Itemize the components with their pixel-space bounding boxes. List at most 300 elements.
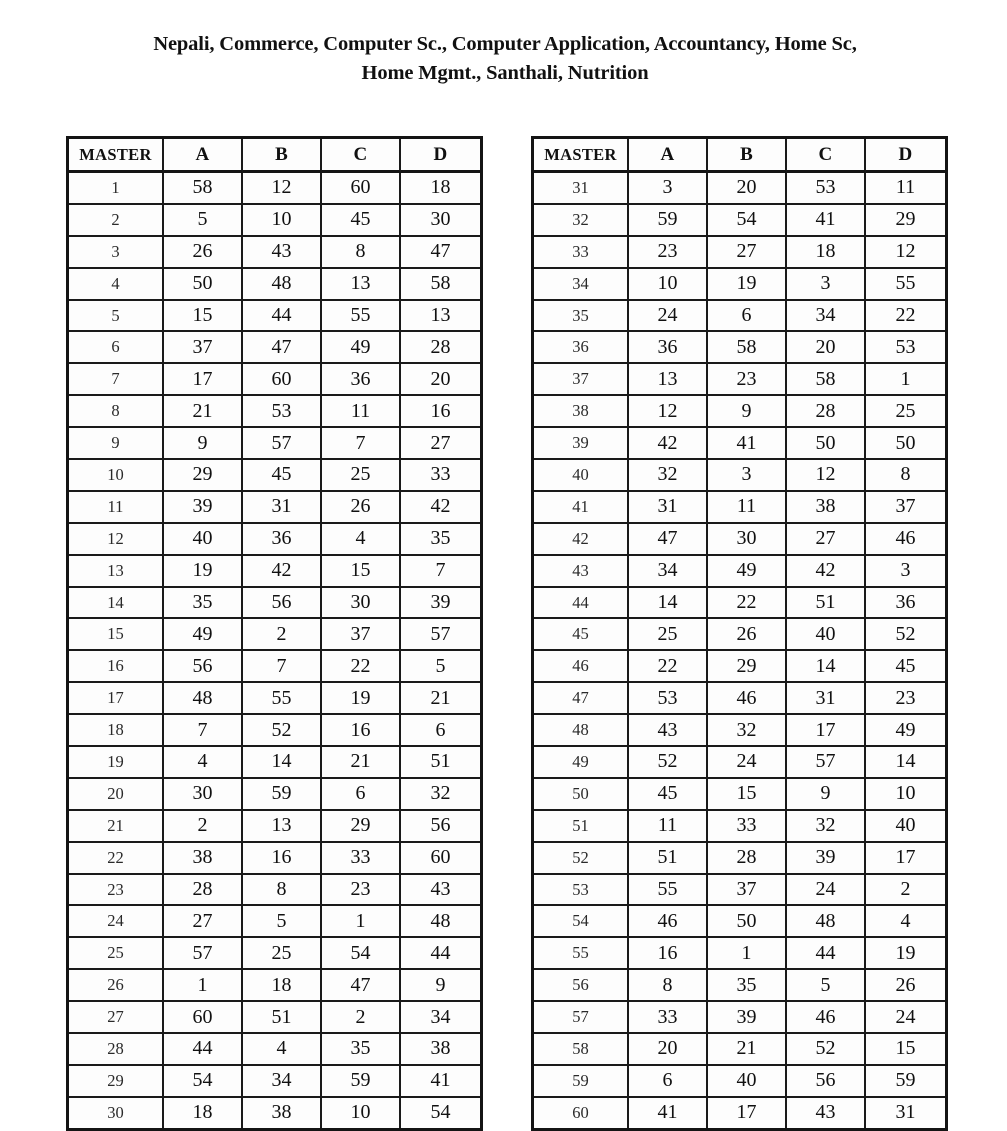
- value-cell-c: 55: [322, 301, 401, 333]
- value-cell-a: 33: [629, 1002, 708, 1034]
- value-cell-a: 4: [164, 747, 243, 779]
- value-cell-a: 36: [629, 332, 708, 364]
- value-cell-b: 54: [708, 205, 787, 237]
- value-cell-b: 8: [243, 875, 322, 907]
- table-row: [534, 332, 945, 364]
- value-cell-b: 19: [708, 269, 787, 301]
- master-cell: 38: [534, 396, 629, 428]
- value-cell-d: 41: [401, 1066, 480, 1098]
- value-cell-a: 24: [629, 301, 708, 333]
- value-cell-d: 24: [866, 1002, 945, 1034]
- table-row: [69, 332, 480, 364]
- value-cell-c: 20: [787, 332, 866, 364]
- master-cell: 29: [69, 1066, 164, 1098]
- master-cell: 37: [534, 364, 629, 396]
- table-row: [534, 301, 945, 333]
- value-cell-a: 10: [629, 269, 708, 301]
- table-row: [534, 619, 945, 651]
- value-cell-b: 39: [708, 1002, 787, 1034]
- table-header-row: [69, 139, 480, 173]
- master-cell: 34: [534, 269, 629, 301]
- value-cell-b: 25: [243, 938, 322, 970]
- value-cell-b: 10: [243, 205, 322, 237]
- value-cell-b: 32: [708, 715, 787, 747]
- value-cell-b: 50: [708, 906, 787, 938]
- table-row: [534, 715, 945, 747]
- value-cell-d: 27: [401, 428, 480, 460]
- value-cell-c: 27: [787, 524, 866, 556]
- value-cell-c: 59: [322, 1066, 401, 1098]
- value-cell-b: 44: [243, 301, 322, 333]
- value-cell-d: 52: [866, 619, 945, 651]
- value-cell-d: 10: [866, 779, 945, 811]
- value-cell-b: 14: [243, 747, 322, 779]
- table-row: [534, 1034, 945, 1066]
- value-cell-b: 34: [243, 1066, 322, 1098]
- master-cell: 9: [69, 428, 164, 460]
- table-row: [69, 588, 480, 620]
- value-cell-d: 35: [401, 524, 480, 556]
- table-row: [69, 524, 480, 556]
- value-cell-c: 48: [787, 906, 866, 938]
- value-cell-d: 47: [401, 237, 480, 269]
- table-row: [534, 651, 945, 683]
- table-row: [534, 747, 945, 779]
- value-cell-b: 47: [243, 332, 322, 364]
- table-row: [534, 364, 945, 396]
- value-cell-c: 36: [322, 364, 401, 396]
- value-cell-a: 22: [629, 651, 708, 683]
- right-table-body: [534, 173, 945, 1128]
- table-row: [534, 811, 945, 843]
- value-cell-c: 12: [787, 460, 866, 492]
- table-row: [534, 970, 945, 1002]
- value-cell-a: 37: [164, 332, 243, 364]
- value-cell-c: 16: [322, 715, 401, 747]
- master-cell: 23: [69, 875, 164, 907]
- value-cell-b: 31: [243, 492, 322, 524]
- value-cell-c: 1: [322, 906, 401, 938]
- value-cell-a: 26: [164, 237, 243, 269]
- value-cell-a: 43: [629, 715, 708, 747]
- master-cell: 31: [534, 173, 629, 205]
- master-cell: 1: [69, 173, 164, 205]
- value-cell-d: 31: [866, 1098, 945, 1128]
- value-cell-b: 1: [708, 938, 787, 970]
- value-cell-a: 14: [629, 588, 708, 620]
- master-cell: 30: [69, 1098, 164, 1128]
- value-cell-a: 7: [164, 715, 243, 747]
- value-cell-b: 51: [243, 1002, 322, 1034]
- value-cell-c: 5: [787, 970, 866, 1002]
- table-row: [69, 301, 480, 333]
- table-row: [69, 970, 480, 1002]
- value-cell-d: 8: [866, 460, 945, 492]
- value-cell-a: 12: [629, 396, 708, 428]
- value-cell-d: 7: [401, 556, 480, 588]
- value-cell-b: 29: [708, 651, 787, 683]
- value-cell-a: 40: [164, 524, 243, 556]
- value-cell-a: 29: [164, 460, 243, 492]
- master-cell: 10: [69, 460, 164, 492]
- value-cell-d: 21: [401, 683, 480, 715]
- value-cell-a: 25: [629, 619, 708, 651]
- value-cell-c: 41: [787, 205, 866, 237]
- value-cell-c: 32: [787, 811, 866, 843]
- value-cell-b: 41: [708, 428, 787, 460]
- value-cell-d: 37: [866, 492, 945, 524]
- value-cell-c: 21: [322, 747, 401, 779]
- value-cell-a: 59: [629, 205, 708, 237]
- master-cell: 53: [534, 875, 629, 907]
- table-row: [534, 460, 945, 492]
- value-cell-c: 25: [322, 460, 401, 492]
- value-cell-d: 48: [401, 906, 480, 938]
- value-cell-a: 53: [629, 683, 708, 715]
- value-cell-d: 43: [401, 875, 480, 907]
- value-cell-c: 26: [322, 492, 401, 524]
- page-title-line-1: Nepali, Commerce, Computer Sc., Computer Application, Accountancy, Home Sc,: [153, 33, 857, 55]
- value-cell-b: 35: [708, 970, 787, 1002]
- master-cell: 55: [534, 938, 629, 970]
- master-cell: 40: [534, 460, 629, 492]
- column-header-master: MASTER: [534, 139, 629, 173]
- table-row: [534, 1098, 945, 1128]
- value-cell-a: 52: [629, 747, 708, 779]
- value-cell-a: 58: [164, 173, 243, 205]
- table-row: [69, 364, 480, 396]
- value-cell-c: 29: [322, 811, 401, 843]
- value-cell-a: 51: [629, 843, 708, 875]
- value-cell-a: 19: [164, 556, 243, 588]
- table-row: [69, 556, 480, 588]
- value-cell-c: 6: [322, 779, 401, 811]
- table-row: [69, 747, 480, 779]
- value-cell-a: 5: [164, 205, 243, 237]
- value-cell-d: 9: [401, 970, 480, 1002]
- page-title-line-2: Home Mgmt., Santhali, Nutrition: [361, 62, 649, 84]
- value-cell-a: 50: [164, 269, 243, 301]
- master-cell: 5: [69, 301, 164, 333]
- master-cell: 49: [534, 747, 629, 779]
- value-cell-b: 27: [708, 237, 787, 269]
- master-cell: 11: [69, 492, 164, 524]
- value-cell-d: 16: [401, 396, 480, 428]
- value-cell-d: 44: [401, 938, 480, 970]
- table-row: [69, 683, 480, 715]
- table-row: [69, 938, 480, 970]
- value-cell-c: 56: [787, 1066, 866, 1098]
- value-cell-a: 46: [629, 906, 708, 938]
- master-cell: 21: [69, 811, 164, 843]
- value-cell-b: 60: [243, 364, 322, 396]
- value-cell-d: 2: [866, 875, 945, 907]
- master-cell: 16: [69, 651, 164, 683]
- value-cell-d: 15: [866, 1034, 945, 1066]
- master-cell: 41: [534, 492, 629, 524]
- master-cell: 54: [534, 906, 629, 938]
- table-header-row: [534, 139, 945, 173]
- value-cell-d: 38: [401, 1034, 480, 1066]
- value-cell-a: 28: [164, 875, 243, 907]
- value-cell-c: 40: [787, 619, 866, 651]
- table-row: [69, 779, 480, 811]
- value-cell-d: 22: [866, 301, 945, 333]
- column-header-master: MASTER: [69, 139, 164, 173]
- value-cell-d: 55: [866, 269, 945, 301]
- table-row: [534, 237, 945, 269]
- value-cell-b: 13: [243, 811, 322, 843]
- table-row: [69, 715, 480, 747]
- value-cell-b: 30: [708, 524, 787, 556]
- value-cell-a: 23: [629, 237, 708, 269]
- master-cell: 60: [534, 1098, 629, 1128]
- column-header-a: A: [164, 139, 243, 173]
- value-cell-b: 9: [708, 396, 787, 428]
- table-row: [69, 492, 480, 524]
- value-cell-a: 1: [164, 970, 243, 1002]
- value-cell-c: 18: [787, 237, 866, 269]
- master-cell: 22: [69, 843, 164, 875]
- value-cell-b: 33: [708, 811, 787, 843]
- master-cell: 33: [534, 237, 629, 269]
- value-cell-b: 45: [243, 460, 322, 492]
- value-cell-c: 54: [322, 938, 401, 970]
- value-cell-b: 38: [243, 1098, 322, 1128]
- value-cell-d: 57: [401, 619, 480, 651]
- table-row: [69, 651, 480, 683]
- value-cell-d: 19: [866, 938, 945, 970]
- value-cell-b: 11: [708, 492, 787, 524]
- right-master-table: [531, 136, 948, 1131]
- table-row: [69, 428, 480, 460]
- left-table-head: [69, 139, 480, 173]
- value-cell-a: 20: [629, 1034, 708, 1066]
- table-row: [534, 906, 945, 938]
- master-cell: 50: [534, 779, 629, 811]
- value-cell-c: 53: [787, 173, 866, 205]
- value-cell-d: 36: [866, 588, 945, 620]
- master-cell: 52: [534, 843, 629, 875]
- value-cell-d: 12: [866, 237, 945, 269]
- value-cell-c: 39: [787, 843, 866, 875]
- value-cell-a: 56: [164, 651, 243, 683]
- value-cell-c: 33: [322, 843, 401, 875]
- value-cell-a: 16: [629, 938, 708, 970]
- value-cell-d: 60: [401, 843, 480, 875]
- master-cell: 47: [534, 683, 629, 715]
- value-cell-c: 11: [322, 396, 401, 428]
- table-row: [69, 205, 480, 237]
- value-cell-a: 45: [629, 779, 708, 811]
- value-cell-a: 54: [164, 1066, 243, 1098]
- column-header-d: D: [866, 139, 945, 173]
- table-row: [69, 1066, 480, 1098]
- value-cell-d: 17: [866, 843, 945, 875]
- value-cell-b: 21: [708, 1034, 787, 1066]
- value-cell-a: 49: [164, 619, 243, 651]
- value-cell-a: 55: [629, 875, 708, 907]
- value-cell-d: 11: [866, 173, 945, 205]
- table-row: [69, 1002, 480, 1034]
- value-cell-b: 23: [708, 364, 787, 396]
- value-cell-b: 3: [708, 460, 787, 492]
- value-cell-b: 48: [243, 269, 322, 301]
- master-cell: 48: [534, 715, 629, 747]
- master-cell: 45: [534, 619, 629, 651]
- table-row: [534, 875, 945, 907]
- value-cell-d: 3: [866, 556, 945, 588]
- column-header-c: C: [322, 139, 401, 173]
- left-master-table: [66, 136, 483, 1131]
- value-cell-b: 56: [243, 588, 322, 620]
- value-cell-d: 28: [401, 332, 480, 364]
- table-row: [69, 811, 480, 843]
- value-cell-a: 3: [629, 173, 708, 205]
- value-cell-c: 38: [787, 492, 866, 524]
- table-row: [69, 906, 480, 938]
- value-cell-c: 17: [787, 715, 866, 747]
- master-cell: 43: [534, 556, 629, 588]
- value-cell-c: 34: [787, 301, 866, 333]
- tables-container: [66, 136, 948, 1131]
- master-cell: 57: [534, 1002, 629, 1034]
- value-cell-b: 26: [708, 619, 787, 651]
- table-row: [69, 1098, 480, 1128]
- table-row: [69, 173, 480, 205]
- table-row: [69, 843, 480, 875]
- value-cell-b: 12: [243, 173, 322, 205]
- value-cell-a: 38: [164, 843, 243, 875]
- value-cell-a: 31: [629, 492, 708, 524]
- value-cell-a: 9: [164, 428, 243, 460]
- value-cell-b: 57: [243, 428, 322, 460]
- value-cell-b: 43: [243, 237, 322, 269]
- table-row: [534, 269, 945, 301]
- value-cell-a: 60: [164, 1002, 243, 1034]
- value-cell-b: 58: [708, 332, 787, 364]
- value-cell-b: 18: [243, 970, 322, 1002]
- value-cell-c: 52: [787, 1034, 866, 1066]
- table-row: [534, 1066, 945, 1098]
- value-cell-c: 3: [787, 269, 866, 301]
- value-cell-d: 26: [866, 970, 945, 1002]
- value-cell-d: 59: [866, 1066, 945, 1098]
- value-cell-b: 17: [708, 1098, 787, 1128]
- value-cell-b: 37: [708, 875, 787, 907]
- table-row: [534, 938, 945, 970]
- master-cell: 13: [69, 556, 164, 588]
- value-cell-c: 22: [322, 651, 401, 683]
- master-cell: 8: [69, 396, 164, 428]
- table-row: [534, 843, 945, 875]
- value-cell-c: 9: [787, 779, 866, 811]
- value-cell-c: 24: [787, 875, 866, 907]
- value-cell-a: 35: [164, 588, 243, 620]
- master-cell: 20: [69, 779, 164, 811]
- master-cell: 35: [534, 301, 629, 333]
- column-header-b: B: [708, 139, 787, 173]
- master-cell: 12: [69, 524, 164, 556]
- master-cell: 2: [69, 205, 164, 237]
- master-cell: 27: [69, 1002, 164, 1034]
- value-cell-a: 39: [164, 492, 243, 524]
- value-cell-a: 47: [629, 524, 708, 556]
- value-cell-c: 58: [787, 364, 866, 396]
- master-cell: 42: [534, 524, 629, 556]
- value-cell-d: 40: [866, 811, 945, 843]
- master-cell: 24: [69, 906, 164, 938]
- column-header-b: B: [243, 139, 322, 173]
- value-cell-a: 11: [629, 811, 708, 843]
- value-cell-c: 30: [322, 588, 401, 620]
- table-row: [534, 1002, 945, 1034]
- master-cell: 18: [69, 715, 164, 747]
- value-cell-b: 15: [708, 779, 787, 811]
- value-cell-d: 58: [401, 269, 480, 301]
- table-row: [534, 428, 945, 460]
- table-row: [534, 492, 945, 524]
- column-header-d: D: [401, 139, 480, 173]
- value-cell-b: 40: [708, 1066, 787, 1098]
- value-cell-d: 6: [401, 715, 480, 747]
- table-row: [69, 237, 480, 269]
- value-cell-b: 22: [708, 588, 787, 620]
- master-cell: 58: [534, 1034, 629, 1066]
- master-cell: 7: [69, 364, 164, 396]
- value-cell-b: 20: [708, 173, 787, 205]
- value-cell-d: 33: [401, 460, 480, 492]
- value-cell-d: 56: [401, 811, 480, 843]
- table-row: [534, 396, 945, 428]
- value-cell-d: 1: [866, 364, 945, 396]
- master-cell: 6: [69, 332, 164, 364]
- value-cell-c: 47: [322, 970, 401, 1002]
- value-cell-d: 20: [401, 364, 480, 396]
- table-row: [534, 588, 945, 620]
- value-cell-a: 57: [164, 938, 243, 970]
- value-cell-c: 43: [787, 1098, 866, 1128]
- right-table-head: [534, 139, 945, 173]
- value-cell-c: 10: [322, 1098, 401, 1128]
- value-cell-c: 60: [322, 173, 401, 205]
- value-cell-c: 13: [322, 269, 401, 301]
- value-cell-a: 17: [164, 364, 243, 396]
- value-cell-c: 19: [322, 683, 401, 715]
- value-cell-c: 31: [787, 683, 866, 715]
- value-cell-a: 27: [164, 906, 243, 938]
- value-cell-a: 48: [164, 683, 243, 715]
- value-cell-d: 30: [401, 205, 480, 237]
- value-cell-c: 51: [787, 588, 866, 620]
- table-row: [534, 173, 945, 205]
- value-cell-d: 5: [401, 651, 480, 683]
- table-row: [534, 205, 945, 237]
- value-cell-c: 37: [322, 619, 401, 651]
- value-cell-d: 39: [401, 588, 480, 620]
- value-cell-a: 8: [629, 970, 708, 1002]
- master-cell: 14: [69, 588, 164, 620]
- master-cell: 32: [534, 205, 629, 237]
- table-row: [69, 269, 480, 301]
- value-cell-b: 24: [708, 747, 787, 779]
- master-cell: 25: [69, 938, 164, 970]
- value-cell-d: 46: [866, 524, 945, 556]
- value-cell-a: 44: [164, 1034, 243, 1066]
- value-cell-d: 32: [401, 779, 480, 811]
- value-cell-a: 6: [629, 1066, 708, 1098]
- value-cell-a: 30: [164, 779, 243, 811]
